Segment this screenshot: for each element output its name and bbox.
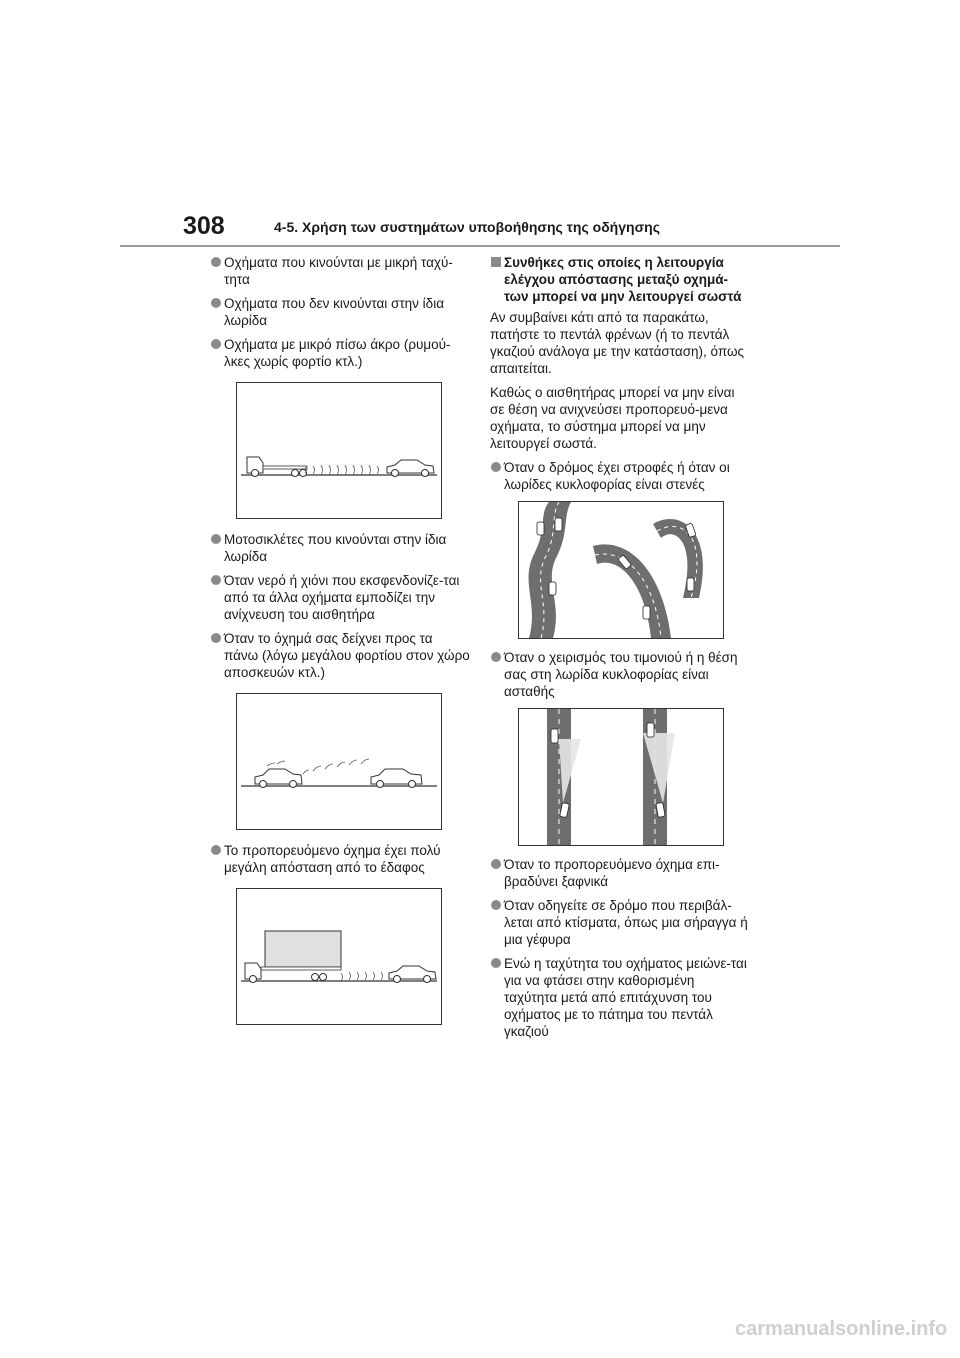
list-item: Όταν το όχημά σας δείχνει προς τα πάνω (λόγω μεγάλου φορτίου στον χώρο αποσκευών κτλ.)	[210, 630, 470, 681]
page-number: 308	[183, 212, 225, 240]
list-item: Οχήματα με μικρό πίσω άκρο (ρυμού-λκες χωρίς φορτίο κτλ.)	[210, 336, 470, 370]
left-column	[210, 254, 470, 1037]
square-bullet-icon	[491, 257, 501, 267]
list-item: Όταν οδηγείτε σε δρόμο που περιβάλ-λεται από κτίσματα, όπως μια σήραγγα ή μια γέφυρα	[490, 897, 750, 948]
footer-watermark: carmanualsonline.info	[735, 1318, 948, 1340]
list-item: Όταν νερό ή χιόνι που εκσφενδονίζε-ται από τα άλλα οχήματα εμποδίζει την ανίχνευση του αισθητήρα	[210, 572, 470, 623]
list-item: Μοτοσικλέτες που κινούνται στην ίδια λωρίδα	[210, 531, 470, 565]
bullet-icon	[211, 298, 221, 308]
list-item: Όταν ο δρόμος έχει στροφές ή όταν οι λωρίδες κυκλοφορίας είναι στενές	[490, 459, 750, 493]
figure-curved-roads	[518, 501, 724, 639]
bullet-icon	[491, 900, 501, 910]
bullet-icon	[211, 633, 221, 643]
subheading: Συνθήκες στις οποίες η λειτουργία ελέγχου απόστασης μεταξύ οχημά-των μπορεί να μην λειτουργεί σωστά	[490, 254, 750, 305]
figure-loaded-vehicle-pointing-up	[236, 693, 442, 830]
paragraph: Αν συμβαίνει κάτι από τα παρακάτω, πατήστε το πεντάλ φρένων (ή το πεντάλ γκαζιού ανάλογα με την κατάσταση), όπως απαιτείται.	[490, 310, 745, 376]
bullet-icon	[211, 339, 221, 349]
bullet-icon	[211, 534, 221, 544]
bullet-icon	[211, 845, 221, 855]
bullet-icon	[491, 859, 501, 869]
header-divider	[120, 245, 840, 247]
list-item: Όταν το προπορευόμενο όχημα επι-βραδύνει ξαφνικά	[490, 856, 750, 890]
right-column	[490, 254, 750, 1047]
list-item: Ενώ η ταχύτητα του οχήματος μειώνε-ται για να φτάσει στην καθορισμένη ταχύτητα μετά από επιτάχυνση του οχήματος με το πάτημα του πεντάλ γκαζιού	[490, 955, 750, 1040]
bullet-icon	[491, 462, 501, 472]
bullet-icon	[491, 958, 501, 968]
bullet-icon	[491, 652, 501, 662]
bullet-icon	[211, 575, 221, 585]
figure-high-clearance-truck	[236, 888, 442, 1025]
list-item: Όταν ο χειρισμός του τιμονιού ή η θέση σας στη λωρίδα κυκλοφορίας είναι ασταθής	[490, 649, 750, 700]
figure-unstable-lane-position	[518, 708, 724, 846]
section-title: 4-5. Χρήση των συστημάτων υποβοήθησης της οδήγησης	[274, 219, 660, 235]
paragraph: Καθώς ο αισθητήρας μπορεί να μην είναι σε θέση να ανιχνεύσει προπορευό-μενα οχήματα, το σύστημα μπορεί να μην λειτουργεί σωστά.	[490, 385, 735, 451]
bullet-icon	[211, 257, 221, 267]
figure-truck-trailer	[236, 382, 442, 519]
list-item: Οχήματα που δεν κινούνται στην ίδια λωρίδα	[210, 295, 470, 329]
list-item: Το προπορευόμενο όχημα έχει πολύ μεγάλη απόσταση από το έδαφος	[210, 842, 470, 876]
list-item: Οχήματα που κινούνται με μικρή ταχύ-τητα	[210, 254, 470, 288]
